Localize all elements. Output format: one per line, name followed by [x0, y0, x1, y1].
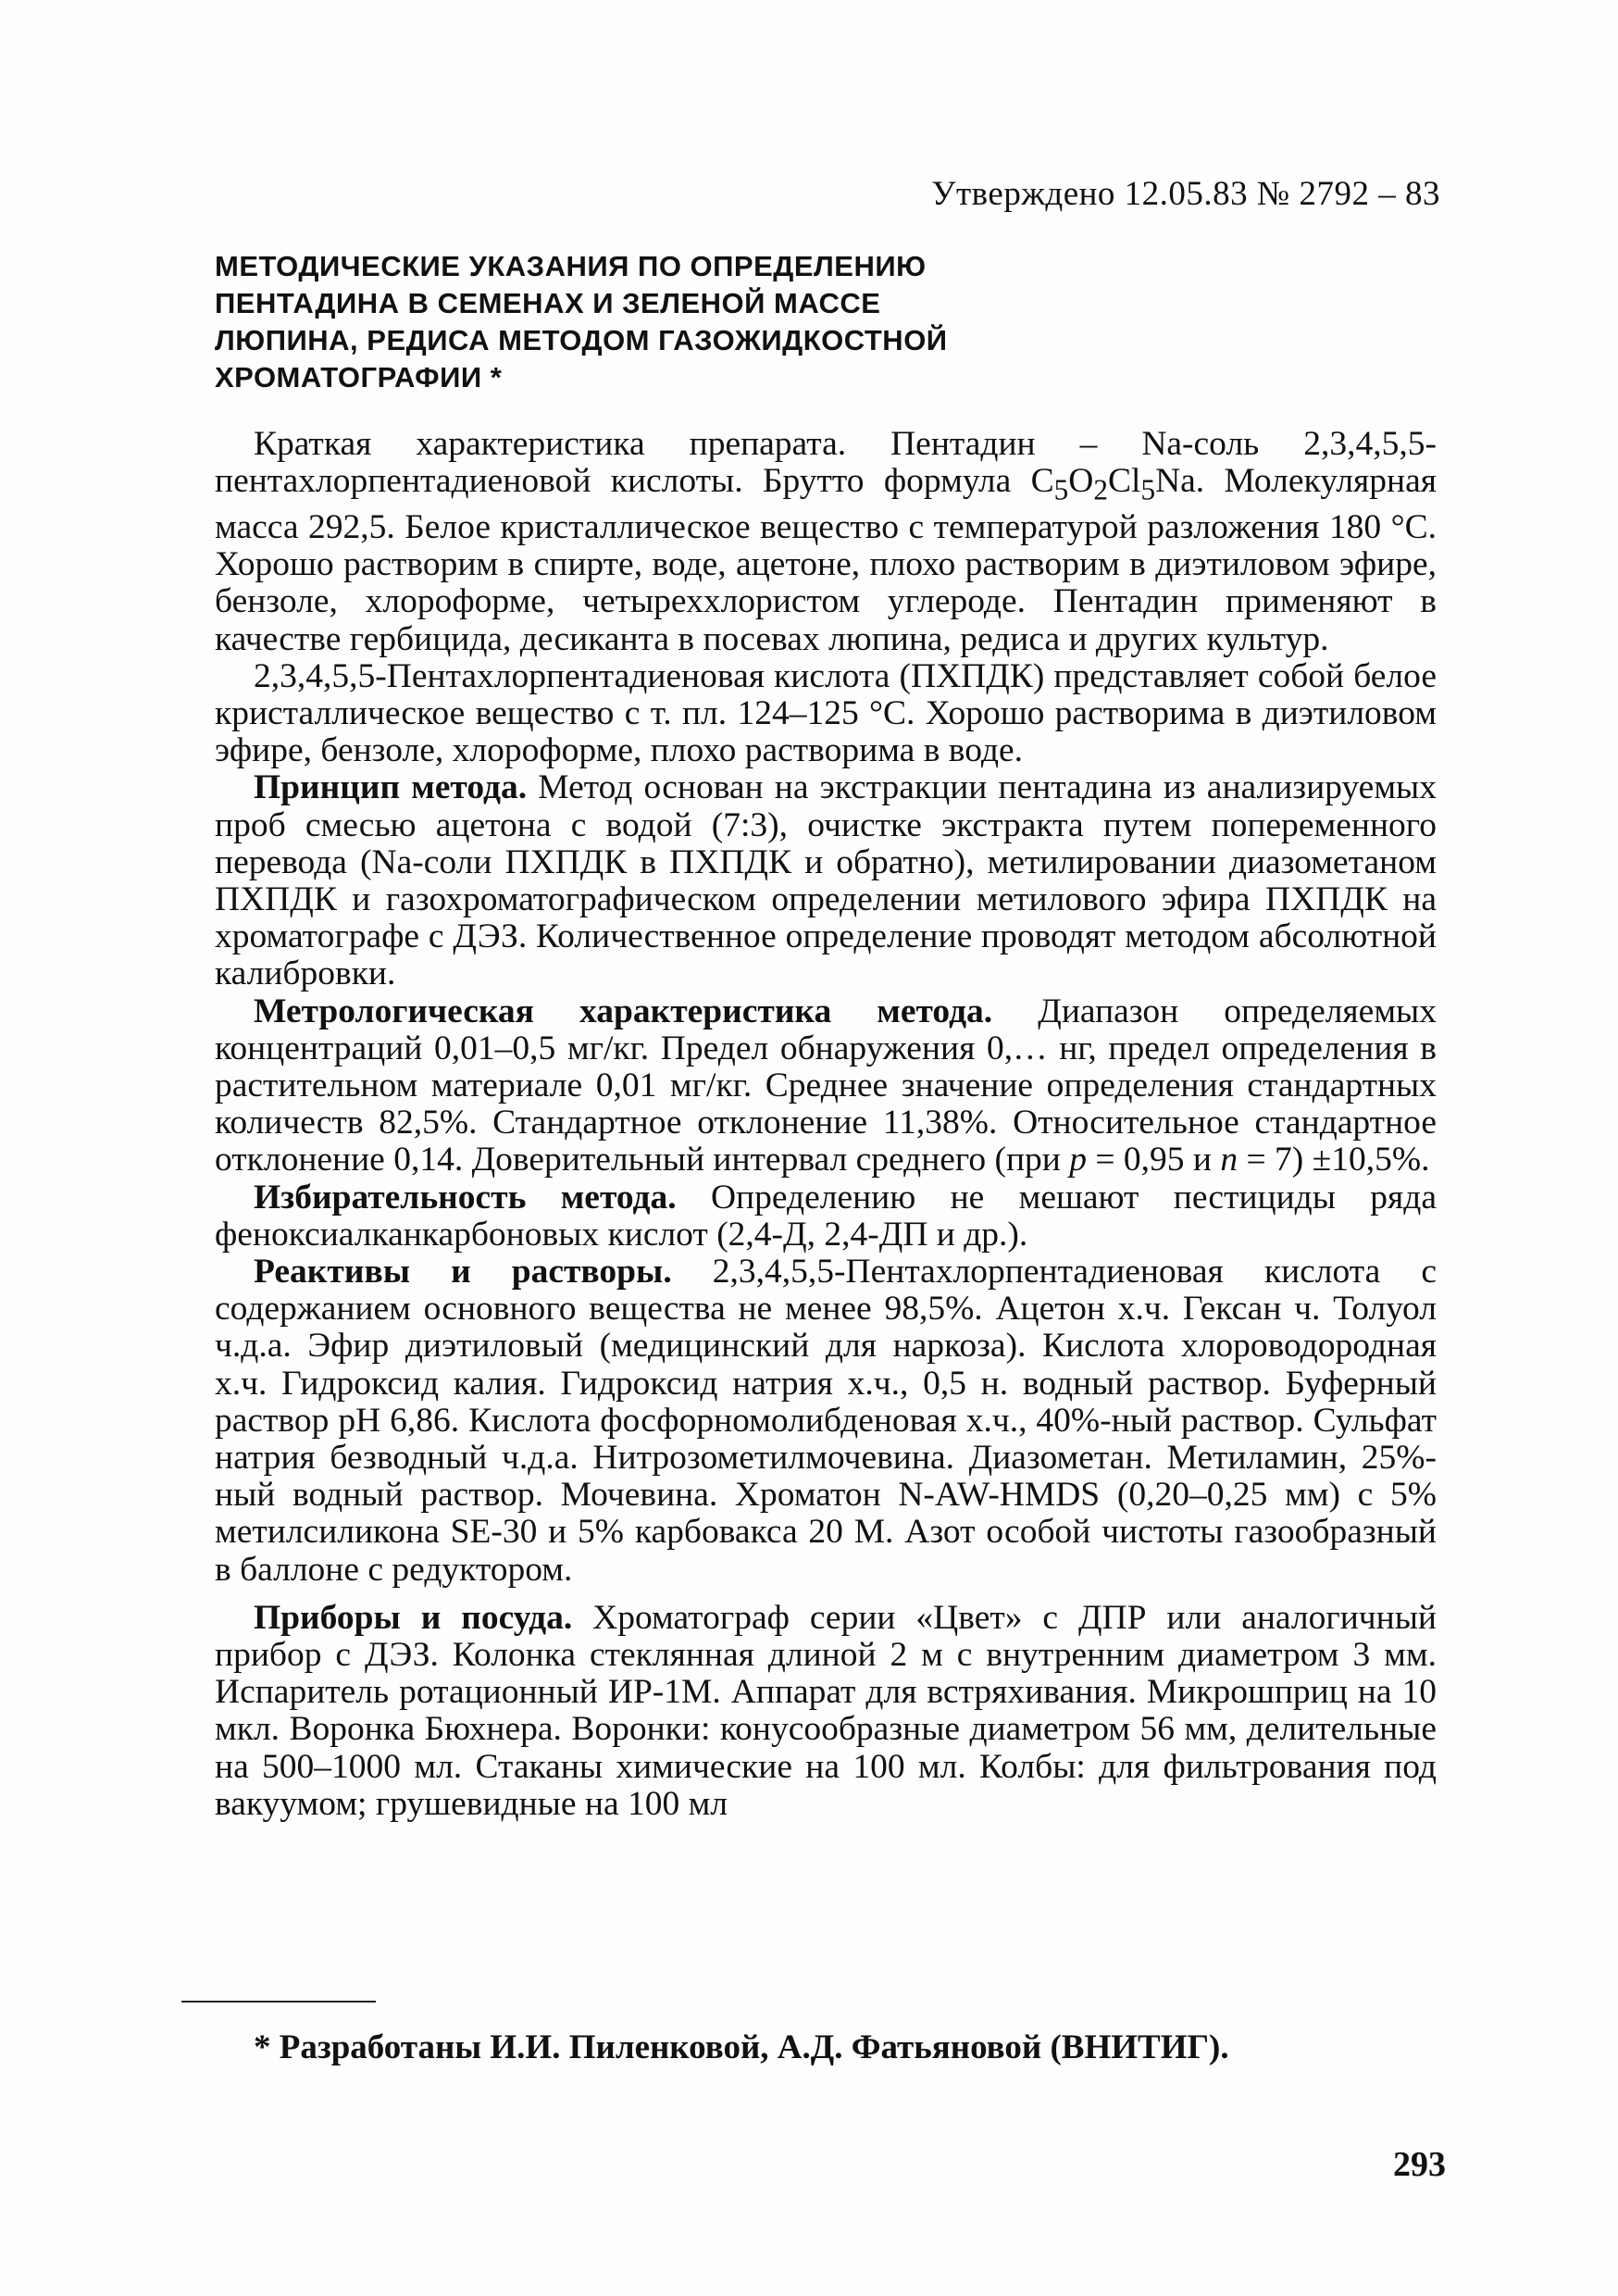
- title-line: ЛЮПИНА, РЕДИСА МЕТОДОМ ГАЗОЖИДКОСТНОЙ: [215, 324, 948, 356]
- footnote: * Разработаны И.И. Пиленковой, А.Д. Фатьяновой (ВНИТИГ).: [254, 2028, 1229, 2066]
- document-title: [215, 248, 1140, 396]
- document-body: [215, 426, 1437, 1823]
- subscript: 5: [1053, 473, 1069, 506]
- paragraph-lead: Реактивы и растворы.: [254, 1252, 672, 1291]
- paragraph-acid: [215, 658, 1437, 770]
- page-number: 293: [1393, 2145, 1446, 2184]
- paragraph-reagents: [215, 1254, 1437, 1589]
- paragraph-principle: [215, 769, 1437, 992]
- symbol-n: n: [1220, 1141, 1238, 1179]
- title-line: ПЕНТАДИНА В СЕМЕНАХ И ЗЕЛЕНОЙ МАССЕ: [215, 287, 881, 319]
- paragraph-text: Хроматограф серии «Цвет» с ДПР или аналогичный прибор с ДЭЗ. Колонка стеклянная длиной 2 м с внутренним диаметром 3 мм. Испаритель ротационный ИР-1М. Аппарат для встряхивания. Микрошприц на 10 мкл. Воронка Бюхнера. Воронки: конусообразные диаметром 56 мм, делительные на 500–1000 мл. Стаканы химические на 100 мл. Колбы: для фильтрования под вакуумом; грушевидные на 100 мл: [215, 1598, 1437, 1823]
- footnote-divider: [181, 2001, 376, 2003]
- paragraph-lead: Краткая характеристика препарата.: [254, 425, 847, 463]
- paragraph-lead: Метрологическая характеристика метода.: [254, 992, 993, 1030]
- paragraph-metrology: [215, 993, 1437, 1179]
- paragraph-lead: Принцип метода.: [254, 768, 528, 807]
- title-line: ХРОМАТОГРАФИИ *: [215, 361, 503, 393]
- paragraph-text: Cl: [1108, 462, 1141, 501]
- paragraph-text: Na. Молекулярная масса 292,5. Белое кристаллическое вещество с температурой разложения 180 °С. Хорошо растворим в спирте, воде, ацетоне, плохо растворим в диэтиловом эфире, бензоле, хлороформе, четыреххлористом углероде. Пентадин применяют в качестве гербицида, десиканта в посевах люпина, редиса и других культур.: [215, 462, 1437, 658]
- paragraph-equipment: [215, 1600, 1437, 1823]
- title-line: МЕТОДИЧЕСКИЕ УКАЗАНИЯ ПО ОПРЕДЕЛЕНИЮ: [215, 250, 927, 282]
- paragraph-text: Определению не мешают пестициды ряда феноксиалканкарбоновых кислот (2,4-Д, 2,4-ДП и др.).: [215, 1178, 1438, 1254]
- paragraph-text: Пентадин – Nа-соль 2,3,4,5,5-пентахлорпентадиеновой кислоты. Брутто формула C: [215, 425, 1437, 501]
- subscript: 5: [1140, 473, 1156, 506]
- symbol-p: p: [1069, 1141, 1088, 1179]
- paragraph-text: = 7) ±10,5%.: [1238, 1141, 1430, 1179]
- paragraph-lead: Избирательность метода.: [254, 1178, 677, 1217]
- paragraph-text: Диапазон определяемых концентраций 0,01–0,5 мг/кг. Предел обнаружения 0,… нг, предел определения в растительном материале 0,01 мг/кг. Среднее значение определения стандартных количеств 82,5%. Стандартное отклонение 11,38%. Относительное стандартное отклонение 0,14. Доверительный интервал среднего (при: [215, 992, 1437, 1179]
- paragraph-text: = 0,95 и: [1087, 1141, 1221, 1179]
- paragraph-text: 2,3,4,5,5-Пентахлорпентадиеновая кислота (ПХПДК) представляет собой белое кристаллическое вещество с т. пл. 124–125 °С. Хорошо растворима в диэтиловом эфире, бензоле, хлороформе, плохо растворима в воде.: [215, 656, 1437, 770]
- paragraph-characteristic: [215, 426, 1437, 658]
- paragraph-text: 2,3,4,5,5-Пентахлорпентадиеновая кислота с содержанием основного вещества не менее 98,5%. Ацетон х.ч. Гексан ч. Толуол ч.д.а. Эфир диэтиловый (медицинский для наркоза). Кислота хлороводородная х.ч. Гидроксид калия. Гидроксид натрия х.ч., 0,5 н. водный раствор. Буферный раствор рН 6,86. Кислота фосфорномолибденовая х.ч., 40%-ный раствор. Сульфат натрия безводный ч.д.а. Нитрозометилмочевина. Диазометан. Метиламин, 25%-ный водный раствор. Мочевина. Хроматон N-AW-HMDS (0,20–0,25 мм) с 5% метилсиликона SE-30 и 5% карбовакса 20 М. Азот особой чистоты газообразный в баллоне с редуктором.: [215, 1252, 1437, 1589]
- paragraph-text: Метод основан на экстракции пентадина из анализируемых проб смесью ацетона с водой (7:3), очистке экстракта путем попеременного перевода (Na-соли ПХПДК в ПХПДК и обратно), метилировании диазометаном ПХПДК и газохроматографическом определении метилового эфира ПХПДК на хроматографе с ДЭЗ. Количественное определение проводят методом абсолютной калибровки.: [215, 768, 1437, 993]
- paragraph-selectivity: [215, 1179, 1437, 1254]
- paragraph-text: O: [1068, 462, 1094, 501]
- approval-line: Утверждено 12.05.83 № 2792 – 83: [931, 175, 1440, 213]
- paragraph-lead: Приборы и посуда.: [254, 1598, 573, 1637]
- subscript: 2: [1093, 473, 1108, 506]
